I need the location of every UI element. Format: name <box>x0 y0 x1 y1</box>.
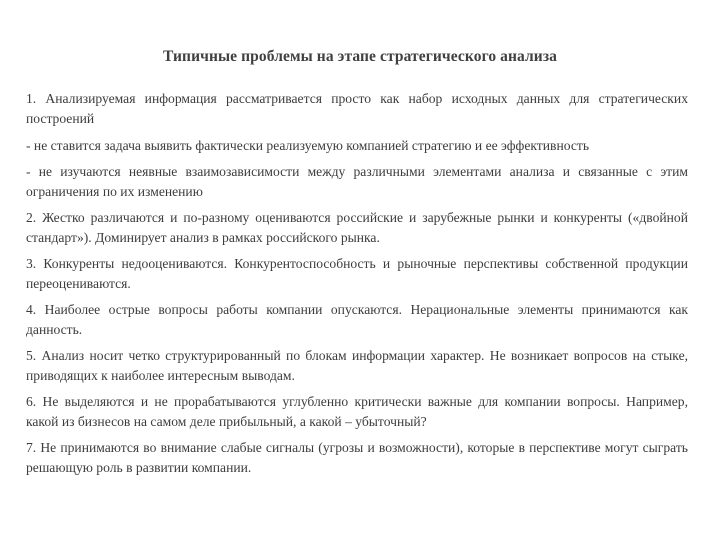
paragraph-5: 5. Анализ носит четко структурированный по блокам информации характер. Не возникает вопросов на стыке, приводящих к наиболее интересным выводам. <box>26 348 688 383</box>
paragraph-1-bullet-2: - не изучаются неявные взаимозависимости между различными элементами анализа и связанные с этим ограничения по их изменению <box>26 164 688 199</box>
paragraph-1: 1. Анализируемая информация рассматривается просто как набор исходных данных для стратегических построений <box>26 91 688 126</box>
paragraph-6: 6. Не выделяются и не прорабатываются углубленно критически важные для компании вопросы. Например, какой из бизнесов на самом деле прибыльный, а какой – убыточный? <box>26 394 688 429</box>
slide-body <box>26 89 688 484</box>
paragraph-3: 3. Конкуренты недооцениваются. Конкурентоспособность и рыночные перспективы собственной продукции переоцениваются. <box>26 256 688 291</box>
slide-title: Типичные проблемы на этапе стратегического анализа <box>162 48 558 65</box>
paragraph-1-bullet-1: - не ставится задача выявить фактически реализуемую компанией стратегию и ее эффективность <box>26 138 590 153</box>
paragraph-7: 7. Не принимаются во внимание слабые сигналы (угрозы и возможности), которые в перспективе могут сыграть решающую роль в развитии компании. <box>26 440 688 475</box>
paragraph-4: 4. Наиболее острые вопросы работы компании опускаются. Нерациональные элементы принимаются как данность. <box>26 302 688 337</box>
paragraph-2: 2. Жестко различаются и по-разному оцениваются российские и зарубежные рынки и конкуренты («двойной стандарт»). Доминирует анализ в рамках российского рынка. <box>26 210 688 245</box>
